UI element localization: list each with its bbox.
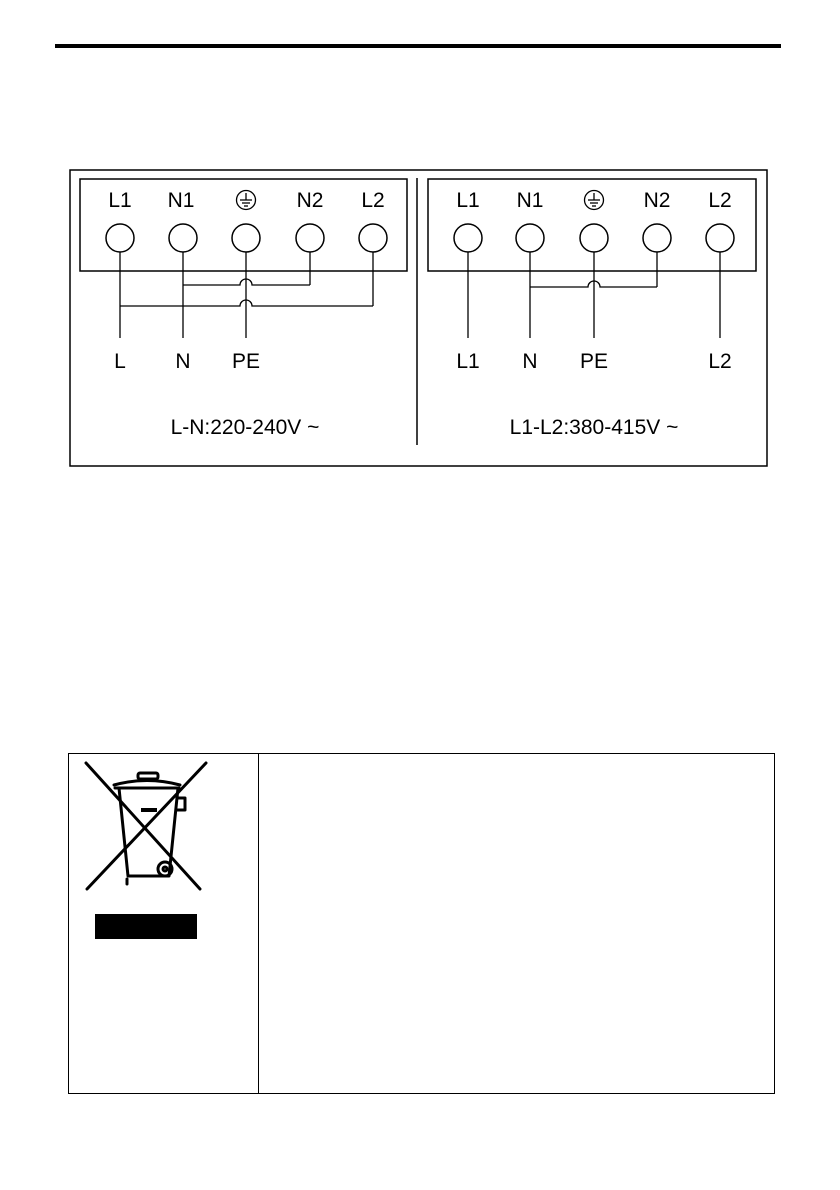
- right-terminal-n1: [516, 224, 544, 252]
- left-lead-label-l: L: [114, 350, 126, 373]
- left-lead-label-n: N: [175, 350, 191, 373]
- right-lead-label-l2: L2: [708, 350, 732, 373]
- weee-column-divider: [258, 754, 259, 1093]
- left-lead-label-pe: PE: [231, 350, 261, 373]
- weee-solid-bar: [95, 914, 197, 939]
- left-wiring: [120, 252, 373, 338]
- right-terminal-pe: [580, 224, 608, 252]
- left-terminal-n2: [296, 224, 324, 252]
- wiring-diagram: [0, 0, 840, 480]
- left-terminal-label-n1: N1: [167, 189, 195, 212]
- right-voltage-label: L1-L2:380-415V ~: [509, 416, 679, 439]
- weee-notice-box: [68, 753, 775, 1094]
- right-terminal-label-l2: L2: [708, 189, 732, 212]
- left-terminal-l2: [359, 224, 387, 252]
- left-panel: [80, 179, 407, 439]
- right-panel: [428, 179, 756, 439]
- left-protective-earth-icon: [237, 191, 256, 210]
- left-terminal-l1: [106, 224, 134, 252]
- left-terminal-label-n2: N2: [296, 189, 324, 212]
- right-terminal-l1: [454, 224, 482, 252]
- right-terminal-label-n2: N2: [643, 189, 671, 212]
- left-terminal-n1: [169, 224, 197, 252]
- right-terminal-label-l1: L1: [456, 189, 480, 212]
- left-terminal-pe: [232, 224, 260, 252]
- right-lead-label-l1: L1: [456, 350, 480, 373]
- left-terminal-label-l1: L1: [108, 189, 132, 212]
- right-terminal-label-n1: N1: [516, 189, 544, 212]
- right-lead-label-pe: PE: [579, 350, 609, 373]
- right-terminal-l2: [706, 224, 734, 252]
- right-lead-label-n: N: [522, 350, 538, 373]
- right-wiring: [468, 252, 720, 338]
- left-terminal-label-l2: L2: [361, 189, 385, 212]
- left-voltage-label: L-N:220-240V ~: [170, 416, 320, 439]
- right-terminal-n2: [643, 224, 671, 252]
- crossed-out-wheelie-bin-icon: [81, 758, 211, 898]
- right-protective-earth-icon: [585, 191, 604, 210]
